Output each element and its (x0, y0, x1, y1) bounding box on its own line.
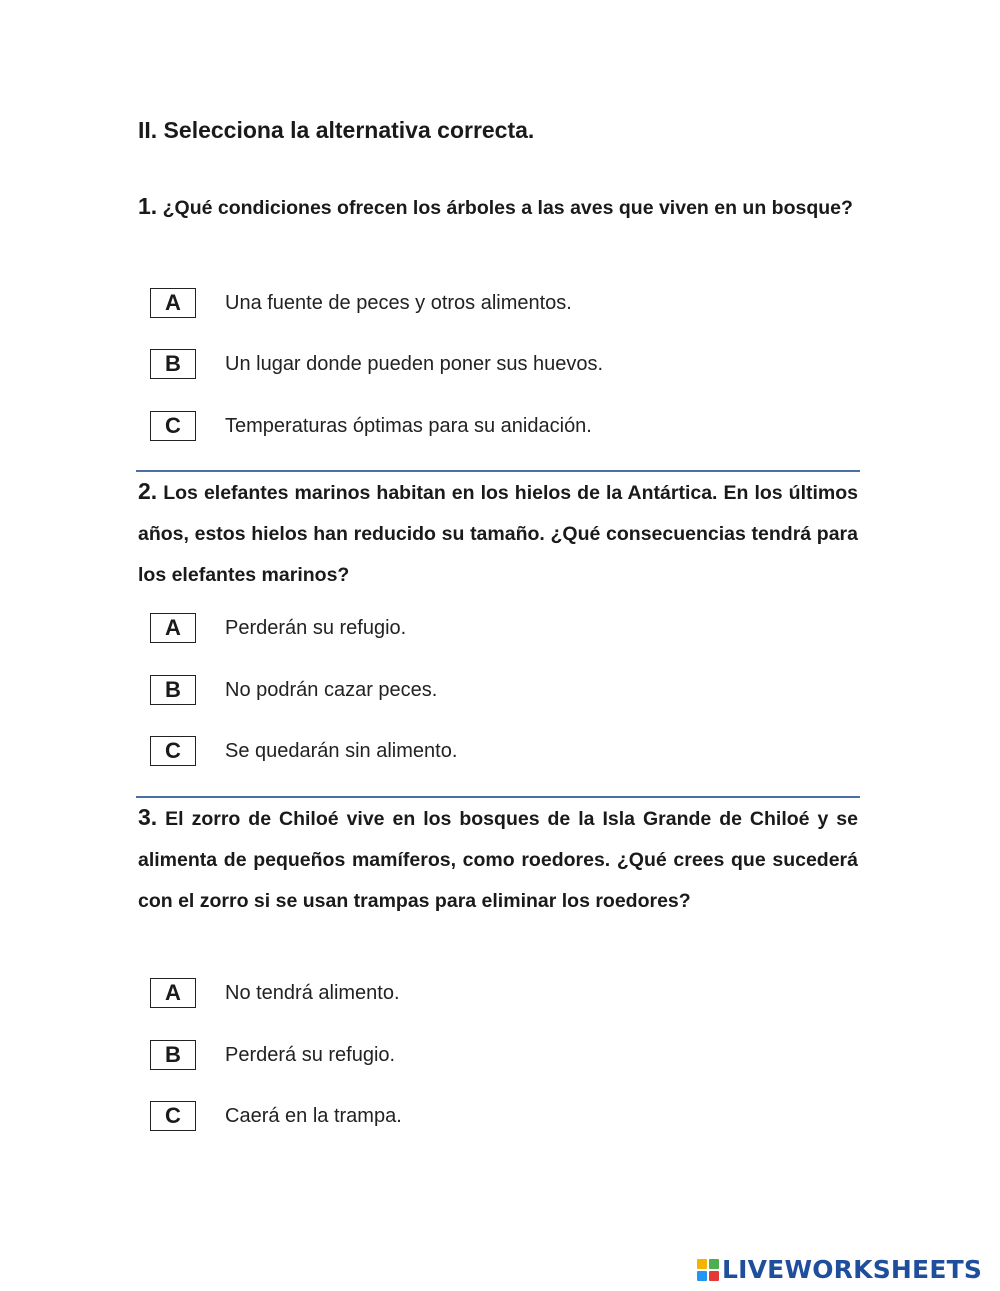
question-2 (138, 471, 858, 596)
question-number: 2. (138, 478, 158, 504)
option-text: Temperaturas óptimas para su anidación. (225, 414, 592, 437)
question-2-option-c[interactable] (150, 736, 457, 766)
option-letter-box[interactable]: C (150, 736, 196, 766)
option-text: Caerá en la trampa. (225, 1104, 402, 1127)
brand-name: LIVEWORKSHEETS (722, 1255, 983, 1284)
liveworksheets-logo-icon (697, 1259, 719, 1281)
logo-square-yellow (697, 1259, 707, 1269)
question-text: ¿Qué condiciones ofrecen los árboles a las aves que viven en un bosque? (162, 197, 853, 219)
logo-square-red (709, 1271, 719, 1281)
option-text: Perderá su refugio. (225, 1043, 396, 1066)
option-letter-box[interactable]: B (150, 675, 196, 705)
question-number: 1. (138, 193, 158, 219)
liveworksheets-brand[interactable] (697, 1255, 982, 1284)
question-1-option-b[interactable] (150, 349, 603, 379)
page-title: II. Selecciona la alternativa correcta. (138, 117, 535, 143)
logo-square-green (709, 1259, 719, 1269)
option-text: Una fuente de peces y otros alimentos. (225, 291, 572, 314)
option-letter-box[interactable]: B (150, 1040, 196, 1070)
question-3-option-c[interactable] (150, 1101, 402, 1131)
question-text: Los elefantes marinos habitan en los hielos de la Antártica. En los últimos años, estos hielos han reducido su tamaño. ¿Qué consecuencias tendrá para los elefantes marinos? (138, 482, 859, 586)
option-text: No podrán cazar peces. (225, 678, 438, 701)
question-1 (138, 186, 858, 229)
option-letter-box[interactable]: A (150, 978, 196, 1008)
question-3-option-a[interactable] (150, 978, 400, 1008)
option-letter-box[interactable]: B (150, 349, 196, 379)
question-number: 3. (138, 804, 158, 830)
option-text: Se quedarán sin alimento. (225, 739, 458, 762)
logo-square-blue (697, 1271, 707, 1281)
question-3 (138, 797, 858, 922)
question-1-option-c[interactable] (150, 411, 592, 441)
option-text: No tendrá alimento. (225, 981, 400, 1004)
option-text: Un lugar donde pueden poner sus huevos. (225, 352, 604, 375)
question-1-option-a[interactable] (150, 288, 572, 318)
question-2-option-b[interactable] (150, 675, 437, 705)
option-letter-box[interactable]: A (150, 288, 196, 318)
question-text: El zorro de Chiloé vive en los bosques de la Isla Grande de Chiloé y se alimenta de pequeños mamíferos, como roedores. ¿Qué crees que sucederá con el zorro si se usan trampas para eliminar los roedores? (138, 808, 858, 912)
option-letter-box[interactable]: C (150, 1101, 196, 1131)
option-letter-box[interactable]: C (150, 411, 196, 441)
question-2-option-a[interactable] (150, 613, 406, 643)
option-letter-box[interactable]: A (150, 613, 196, 643)
question-3-option-b[interactable] (150, 1040, 395, 1070)
option-text: Perderán su refugio. (225, 616, 407, 639)
